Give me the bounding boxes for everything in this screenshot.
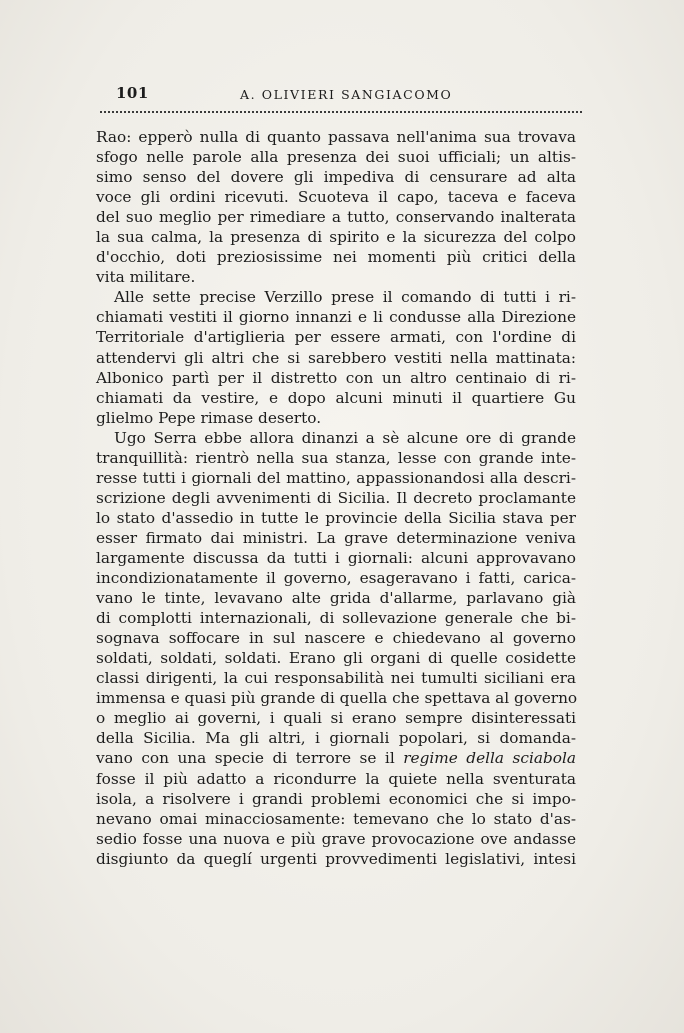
text-line: immensa e quasi più grande di quella che spettava al governo: [96, 689, 578, 708]
text-line: chiamati vestiti il giorno innanzi e li condusse alla Direzione: [96, 308, 576, 327]
body-text: [96, 127, 576, 869]
text-line: soldati, soldati, soldati. Erano gli organi di quelle cosidette: [96, 649, 576, 668]
text-line: sedio fosse una nuova e più grave provocazione ove andasse: [96, 829, 576, 848]
text-line: nevano omai minacciosamente: temevano che lo stato d'as-: [96, 809, 576, 828]
text-line: largamente discussa da tutti i giornali: alcuni approvavano: [96, 548, 576, 567]
italic-phrase: regime della sciabola: [403, 749, 576, 768]
page-number: 101: [116, 84, 149, 102]
text-line: del suo meglio per rimediare a tutto, conservando inalterata: [96, 208, 576, 227]
text-line: voce gli ordini ricevuti. Scuoteva il capo, taceva e faceva: [96, 188, 576, 207]
text-fragment: vano con una specie di terrore se il: [96, 749, 404, 768]
text-line: della Sicilia. Ma gli altri, i giornali popolari, si domanda-: [96, 729, 576, 748]
text-line: d'occhio, doti preziosissime nei momenti più critici della: [96, 248, 576, 267]
text-line: di complotti internazionali, di sollevazione generale che bi-: [96, 609, 576, 628]
text-line: resse tutti i giornali del mattino, appassionandosi alla descri-: [96, 468, 576, 487]
text-line-with-italic: [96, 748, 576, 768]
text-line: simo senso del dovere gli impediva di censurare ad alta: [96, 168, 576, 187]
text-line: chiamati da vestire, e dopo alcuni minuti il quartiere Gu: [96, 388, 576, 407]
header-rule: [100, 111, 582, 113]
text-line: fosse il più adatto a ricondurre la quiete nella sventurata: [96, 769, 576, 788]
text-line: attendervi gli altri che si sarebbero vestiti nella mattinata:: [96, 348, 576, 367]
text-line: Ugo Serra ebbe allora dinanzi a sè alcune ore di grande: [114, 428, 576, 447]
text-line: sognava soffocare in sul nascere e chiedevano al governo: [96, 629, 576, 648]
text-line: isola, a risolvere i grandi problemi economici che si impo-: [96, 789, 576, 808]
text-line: Alle sette precise Verzillo prese il comando di tutti i ri-: [114, 288, 576, 307]
text-line: esser firmato dai ministri. La grave determinazione veniva: [96, 528, 576, 547]
text-line: o meglio ai governi, i quali si erano sempre disinteressati: [96, 709, 576, 728]
text-line: tranquillità: rientrò nella sua stanza, lesse con grande inte-: [96, 448, 576, 467]
text-line: Albonico partì per il distretto con un altro centinaio di ri-: [96, 368, 576, 387]
text-line: classi dirigenti, la cui responsabilità nei tumulti siciliani era: [96, 669, 576, 688]
text-line: Rao: epperò nulla di quanto passava nell'anima sua trovava: [96, 128, 576, 146]
text-line: scrizione degli avvenimenti di Sicilia. Il decreto proclamante: [96, 488, 576, 507]
text-line: lo stato d'assedio in tutte le provincie della Sicilia stava per: [96, 508, 576, 527]
text-line: disgiunto da queglí urgenti provvedimenti legislativi, intesi: [96, 849, 576, 868]
text-line: vano le tinte, levavano alte grida d'allarme, parlavano già: [96, 589, 576, 608]
text-line: la sua calma, la presenza di spirito e la sicurezza del colpo: [96, 228, 576, 247]
text-line: incondizionatamente il governo, esageravano i fatti, carica-: [96, 569, 576, 588]
running-title: A. OLIVIERI SANGIACOMO: [240, 87, 453, 102]
page-header: [100, 84, 584, 106]
text-line: sfogo nelle parole alla presenza dei suoi ufficiali; un altis-: [96, 148, 576, 167]
text-line: vita militare.: [96, 268, 196, 287]
text-line: glielmo Pepe rimase deserto.: [96, 408, 322, 427]
text-line: Territoriale d'artiglieria per essere armati, con l'ordine di: [96, 328, 576, 347]
